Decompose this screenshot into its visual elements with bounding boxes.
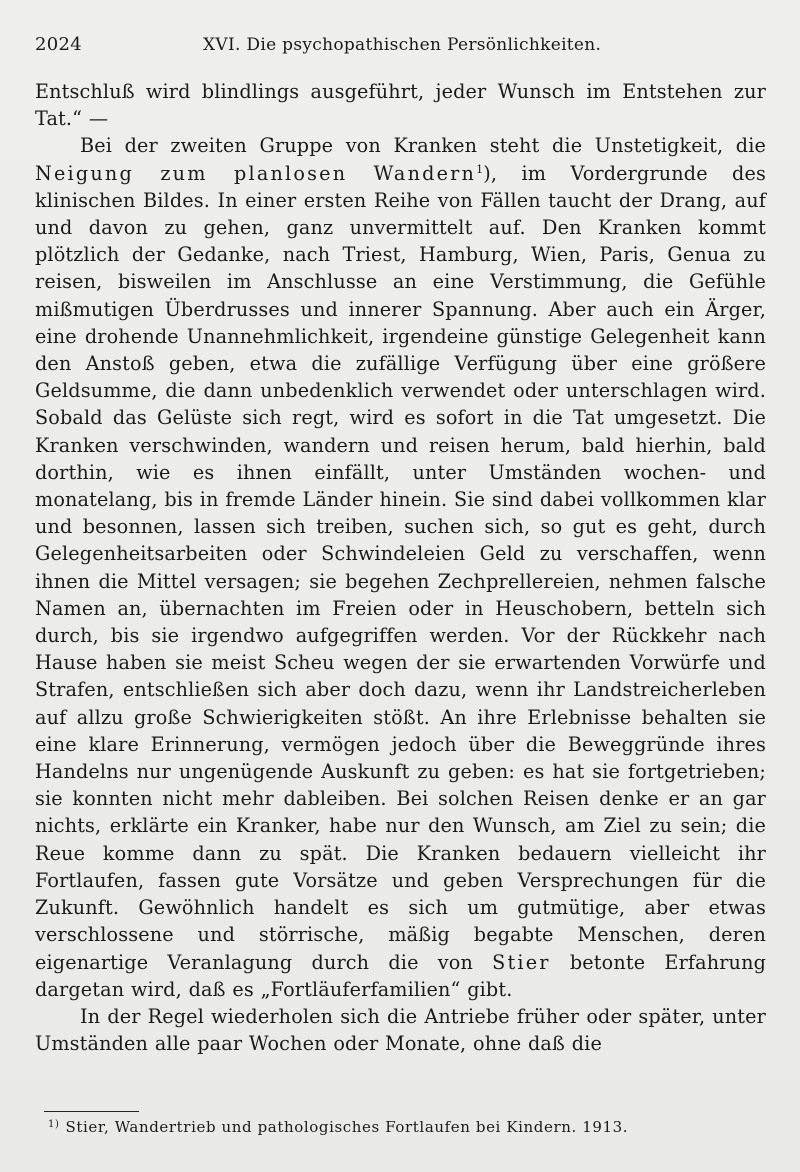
footnote (48, 1118, 760, 1136)
paragraph-text: Bei der zweiten Gruppe von Kranken steht die Unstetigkeit, die (80, 134, 766, 158)
footnote-divider (44, 1111, 139, 1112)
footnote-text: Stier, Wandertrieb und pathologisches Fortlaufen bei Kindern. 1913. (65, 1118, 629, 1136)
footnote-mark: 1) (48, 1119, 60, 1130)
paragraph-text: betonte Erfahrung dargetan wird, daß es „Fortläuferfamilien“ gibt. (35, 950, 767, 1001)
spaced-emphasis: Neigung zum planlosen Wandern (35, 161, 477, 185)
running-header (35, 34, 766, 55)
footnote-reference[interactable]: 1 (476, 162, 484, 176)
paragraph-continuation: Entschluß wird blindlings ausgeführt, jeder Wunsch im Entstehen zur Tat.“ — (35, 80, 766, 131)
paragraph-text: ), im Vordergrunde des klinischen Bildes. In einer ersten Reihe von Fällen taucht der Drang, auf und davon zu gehen, ganz unvermittelt auf. Den Kranken kommt plötzlich der Gedanke, nach Triest, Hamburg, Wien, Paris, Genua zu reisen, bisweilen im Anschlusse an eine Verstimmung, die Gefühle mißmutigen Überdrusses und innerer Spannung. Aber auch ein Ärger, eine drohende Unannehmlichkeit, irgendeine günstige Gelegenheit kann den Anstoß geben, etwa die zufällige Verfügung über eine größere Geldsumme, die dann unbedenklich verwendet oder unterschlagen wird. Sobald das Gelüste sich regt, wird es sofort in die Tat umgesetzt. Die Kranken verschwinden, wandern und reisen herum, bald hierhin, bald dorthin, wie es ihnen einfällt, unter Umständen wochen- und monatelang, bis in fremde Länder hinein. Sie sind dabei vollkommen klar und besonnen, lassen sich treiben, suchen sich, so gut es geht, durch Gelegenheitsarbeiten oder Schwindeleien Geld zu verschaffen, wenn ihnen die Mittel versagen; sie begehen Zechprellereien, nehmen falsche Namen an, übernachten im Freien oder in Heuschobern, betteln sich durch, bis sie irgendwo aufgegriffen werden. Vor der Rückkehr nach Hause haben sie meist Scheu wegen der sie erwartenden Vorwürfe und Strafen, entschließen sich aber doch dazu, wenn ihr Landstreicherleben auf allzu große Schwierigkeiten stößt. An ihre Erlebnisse behalten sie eine klare Erinnerung, vermögen jedoch über die Beweggründe ihres Handelns nur ungenügende Auskunft zu geben: es hat sie fortgetrieben; sie konnten nicht mehr dableiben. Bei solchen Reisen denke er an gar nichts, erklärte ein Kranker, habe nur den Wunsch, am Ziel zu sein; die Reue komme dann zu spät. Die Kranken bedauern vielleicht ihr Fortlaufen, fassen gute Vorsätze und geben Versprechungen für die Zukunft. Gewöhnlich handelt es sich um gutmütige, aber etwas verschlossene und störrische, mäßig begabte Menschen, deren eigenartige Veranlagung durch die von (35, 161, 767, 974)
body-text (35, 78, 766, 1057)
running-title: XVI. Die psychopathischen Persönlichkeiten. (203, 35, 602, 55)
paragraph-recurrence: In der Regel wiederholen sich die Antriebe früher oder später, unter Umständen alle paar Wochen oder Monate, ohne daß die (35, 1004, 766, 1056)
spaced-author-name: Stier (492, 950, 551, 974)
page-number: 2024 (35, 34, 83, 55)
paragraph-wandering (35, 132, 766, 1003)
